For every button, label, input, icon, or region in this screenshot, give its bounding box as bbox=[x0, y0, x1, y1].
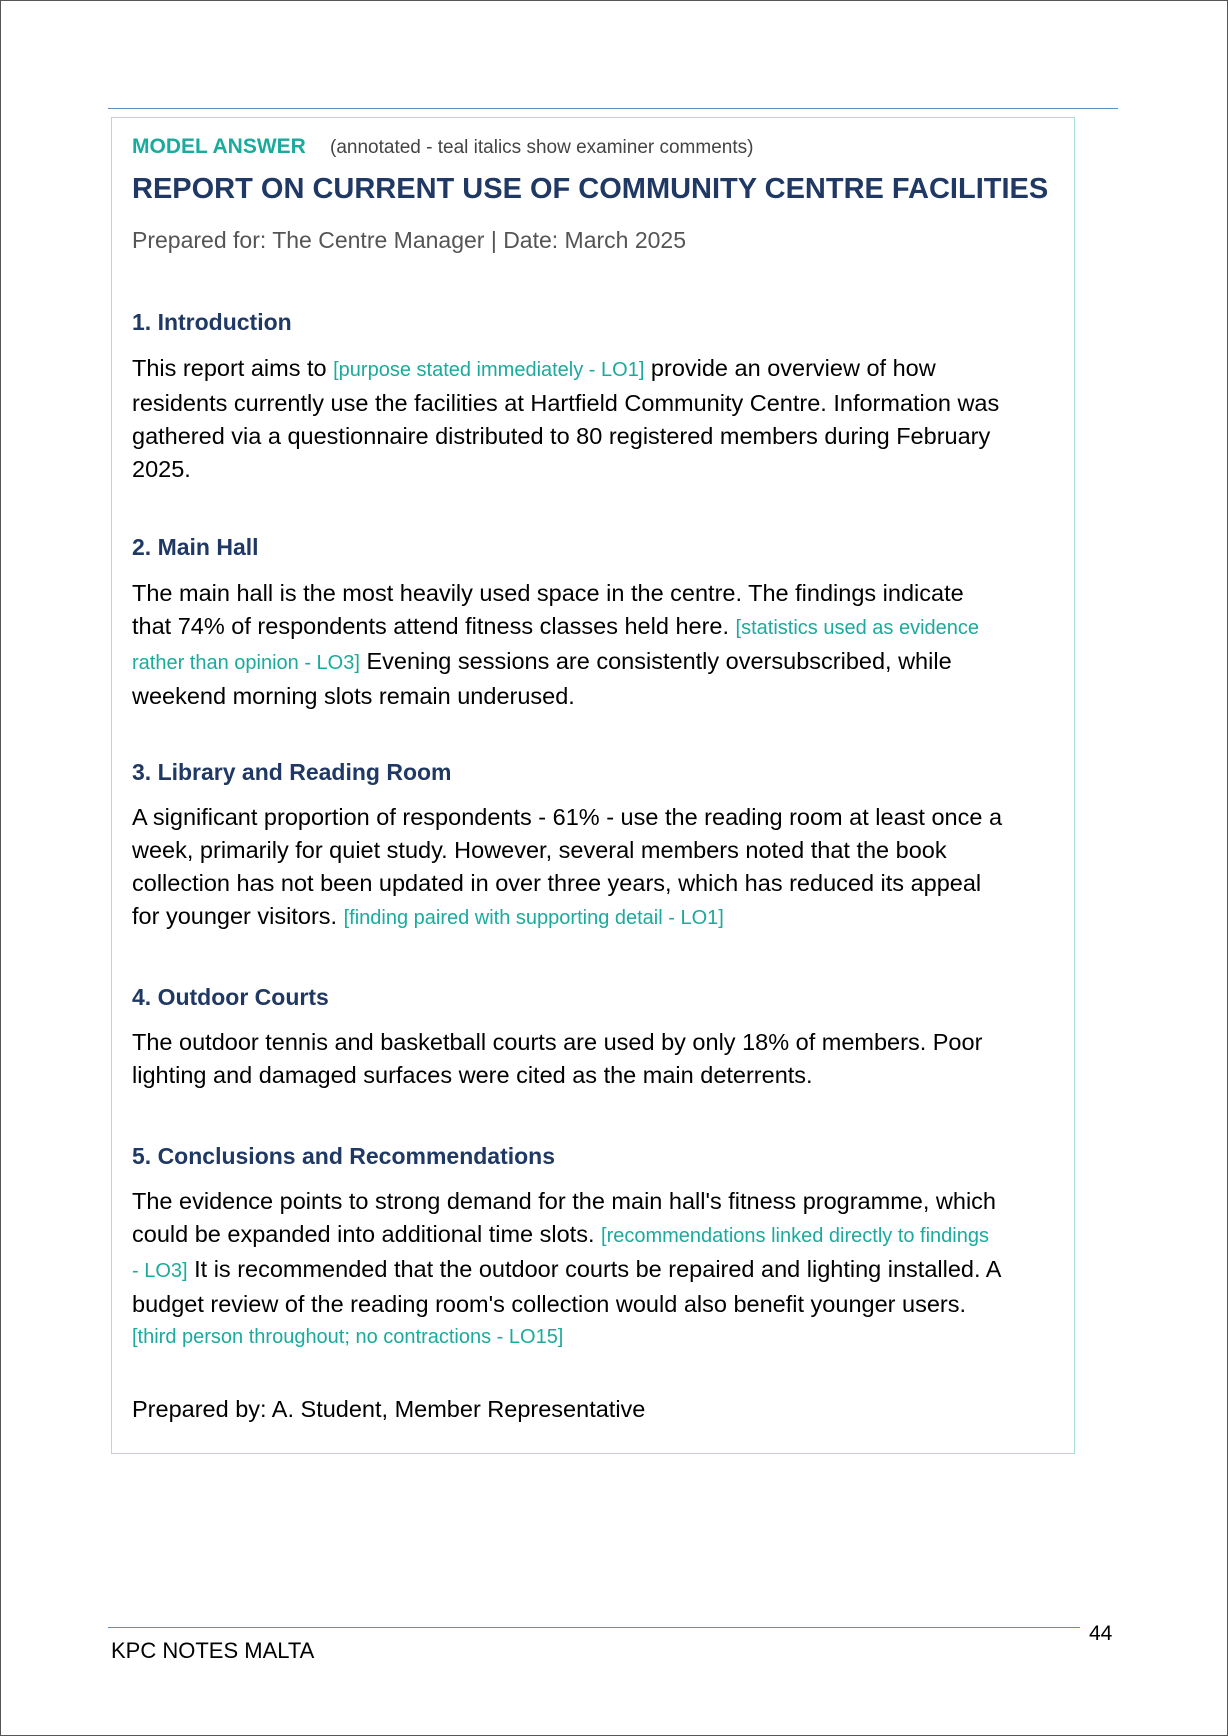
body-line: budget review of the reading room's collection would also benefit younger users. bbox=[132, 1291, 966, 1317]
body-line: A significant proportion of respondents - 61% - use the reading room at least once a bbox=[132, 804, 1003, 830]
body-line: could be expanded into additional time slots. [recommendations linked directly to findings bbox=[132, 1221, 989, 1247]
body-line: for younger visitors. [finding paired with supporting detail - LO1] bbox=[132, 903, 724, 929]
body-line: weekend morning slots remain underused. bbox=[132, 683, 575, 709]
examiner-comment: [purpose stated immediately - LO1] bbox=[333, 359, 645, 381]
footer-rule bbox=[108, 1627, 1080, 1628]
body-line: rather than opinion - LO3] Evening sessions are consistently oversubscribed, while bbox=[132, 648, 952, 674]
section-heading-library: 3. Library and Reading Room bbox=[132, 759, 452, 785]
body-line: that 74% of respondents attend fitness classes held here. [statistics used as evidence bbox=[132, 613, 980, 639]
section-body-introduction bbox=[132, 352, 1082, 486]
examiner-comment: [finding paired with supporting detail - LO1] bbox=[343, 907, 724, 929]
examiner-comment: rather than opinion - LO3] bbox=[132, 652, 360, 674]
body-line: collection has not been updated in over three years, which has reduced its appeal bbox=[132, 870, 982, 896]
body-line: The evidence points to strong demand for the main hall's fitness programme, which bbox=[132, 1188, 996, 1214]
body-line bbox=[132, 1321, 1082, 1351]
model-answer-note: (annotated - teal italics show examiner comments) bbox=[330, 137, 754, 158]
signoff: Prepared by: A. Student, Member Representative bbox=[132, 1396, 646, 1422]
section-heading-main-hall: 2. Main Hall bbox=[132, 534, 259, 560]
section-body-outdoor-courts bbox=[132, 1026, 1082, 1092]
examiner-comment: [recommendations linked directly to findings bbox=[601, 1225, 989, 1247]
section-heading-outdoor-courts: 4. Outdoor Courts bbox=[132, 984, 329, 1010]
prepared-for-line: Prepared for: The Centre Manager | Date: March 2025 bbox=[132, 227, 687, 253]
section-body-conclusions bbox=[132, 1185, 1082, 1351]
body-line: The outdoor tennis and basketball courts are used by only 18% of members. Poor bbox=[132, 1029, 983, 1055]
header-rule bbox=[108, 108, 1118, 109]
examiner-comment: [third person throughout; no contractions - LO15] bbox=[132, 1326, 564, 1348]
section-body-library bbox=[132, 801, 1082, 935]
section-heading-conclusions: 5. Conclusions and Recommendations bbox=[132, 1143, 556, 1169]
section-heading-introduction: 1. Introduction bbox=[132, 309, 292, 335]
body-line: The main hall is the most heavily used space in the centre. The findings indicate bbox=[132, 580, 964, 606]
section-body-main-hall bbox=[132, 577, 1082, 713]
model-answer-label: MODEL ANSWER bbox=[132, 135, 306, 158]
body-line: lighting and damaged surfaces were cited as the main deterrents. bbox=[132, 1062, 813, 1088]
examiner-comment: - LO3] bbox=[132, 1260, 188, 1282]
examiner-comment: [statistics used as evidence bbox=[735, 617, 980, 639]
body-line: gathered via a questionnaire distributed to 80 registered members during February bbox=[132, 423, 991, 449]
footer-publisher: KPC NOTES MALTA bbox=[111, 1638, 315, 1663]
body-line: residents currently use the facilities at Hartfield Community Centre. Information was bbox=[132, 390, 1000, 416]
page-number: 44 bbox=[1089, 1622, 1113, 1645]
report-title: REPORT ON CURRENT USE OF COMMUNITY CENTRE FACILITIES bbox=[132, 173, 1049, 205]
body-line: This report aims to [purpose stated immediately - LO1] provide an overview of how bbox=[132, 355, 936, 381]
body-line: 2025. bbox=[132, 456, 191, 482]
body-line: - LO3] It is recommended that the outdoor courts be repaired and lighting installed. A bbox=[132, 1256, 1002, 1282]
body-line: week, primarily for quiet study. However, several members noted that the book bbox=[132, 837, 947, 863]
